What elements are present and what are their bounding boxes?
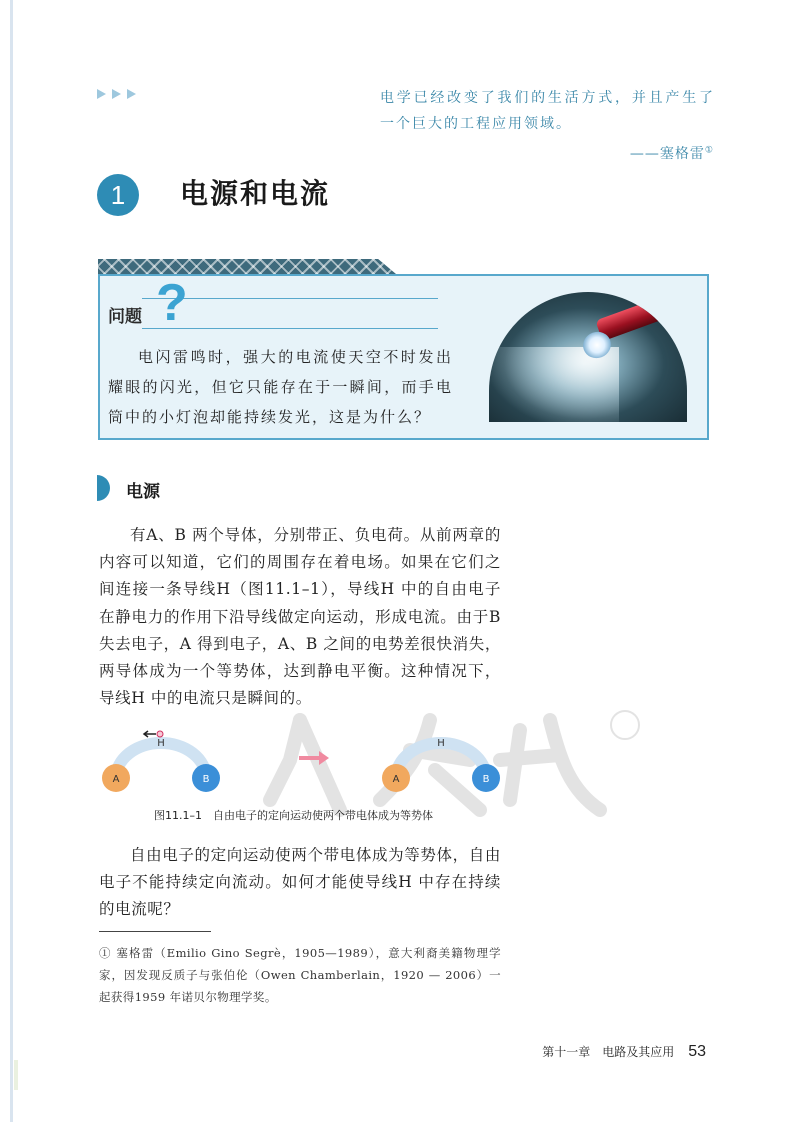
page-footer [542, 1043, 706, 1061]
light-beam [489, 347, 619, 422]
figure-11-1-1 [94, 718, 514, 818]
figure-caption: 图11.1–1 自由电子的定向运动使两个带电体成为等势体 [154, 809, 433, 822]
epigraph-author [630, 143, 714, 163]
epigraph-author-name: ——塞格雷 [629, 146, 705, 162]
label-a-right: A [392, 774, 400, 785]
label-h-right: H [437, 738, 445, 749]
page-number: 53 [688, 1043, 706, 1060]
section-title: 电源和电流 [180, 177, 331, 210]
section-number-badge: 1 [97, 174, 139, 216]
subsection-title: 电源 [126, 482, 160, 502]
label-b-left: B [202, 774, 210, 785]
arrow-right-icon [97, 89, 106, 99]
footnote: ① 塞格雷（Emilio Gino Segrè，1905—1989），意大利裔美籍物理学家，因发现反质子与张伯伦（Owen Chamberlain，1920 — 2006）一起获得1959 年诺贝尔物理学奖。 [99, 946, 501, 1004]
paragraph-1: 有A、B 两个导体，分别带正、负电荷。从前两章的内容可以知道，它们的周围存在着电场。如果在它们之间连接一条导线H（图11.1–1），导线H 中的自由电子在静电力的作用下沿导线做定向运动，形成电流。由于B 失去电子，A 得到电子，A、B 之间的电势差很快消失，两导体成为一个等势体，达到静电平衡。这种情况下，导线H 中的电流只是瞬间的。 [99, 526, 501, 708]
epigraph-text: 电学已经改变了我们的生活方式，并且产生了一个巨大的工程应用领域。 [380, 90, 715, 132]
question-label: 问题 [108, 307, 142, 327]
decorative-arrows [97, 89, 136, 99]
electron-icon [157, 731, 163, 737]
footnote-rule [99, 931, 211, 932]
chapter-title: 第十一章 电路及其应用 [542, 1045, 675, 1059]
question-text: 电闪雷鸣时，强大的电流使天空不时发出耀眼的闪光，但它只能存在于一瞬间，而手电筒中的小灯泡却能持续发光，这是为什么？ [108, 348, 453, 426]
arrow-right-icon [127, 89, 136, 99]
question-box-header-band [98, 259, 396, 274]
paragraph-2: 自由电子的定向运动使两个带电体成为等势体，自由电子不能持续定向流动。如何才能使导线H 中存在持续的电流呢？ [99, 846, 501, 919]
label-a-left: A [112, 774, 120, 785]
registered-mark-icon [611, 711, 639, 739]
footnote-ref[interactable]: ① [704, 145, 714, 156]
electron-arrow [144, 731, 156, 737]
arrow-right-icon [112, 89, 121, 99]
subsection-marker [97, 475, 110, 501]
label-h-left: H [157, 738, 165, 749]
process-arrow-icon [299, 751, 329, 765]
label-b-right: B [482, 774, 490, 785]
page-edge-tick [14, 1060, 18, 1090]
question-mark-icon: ? [156, 274, 188, 332]
page-edge-rule [10, 0, 13, 1122]
